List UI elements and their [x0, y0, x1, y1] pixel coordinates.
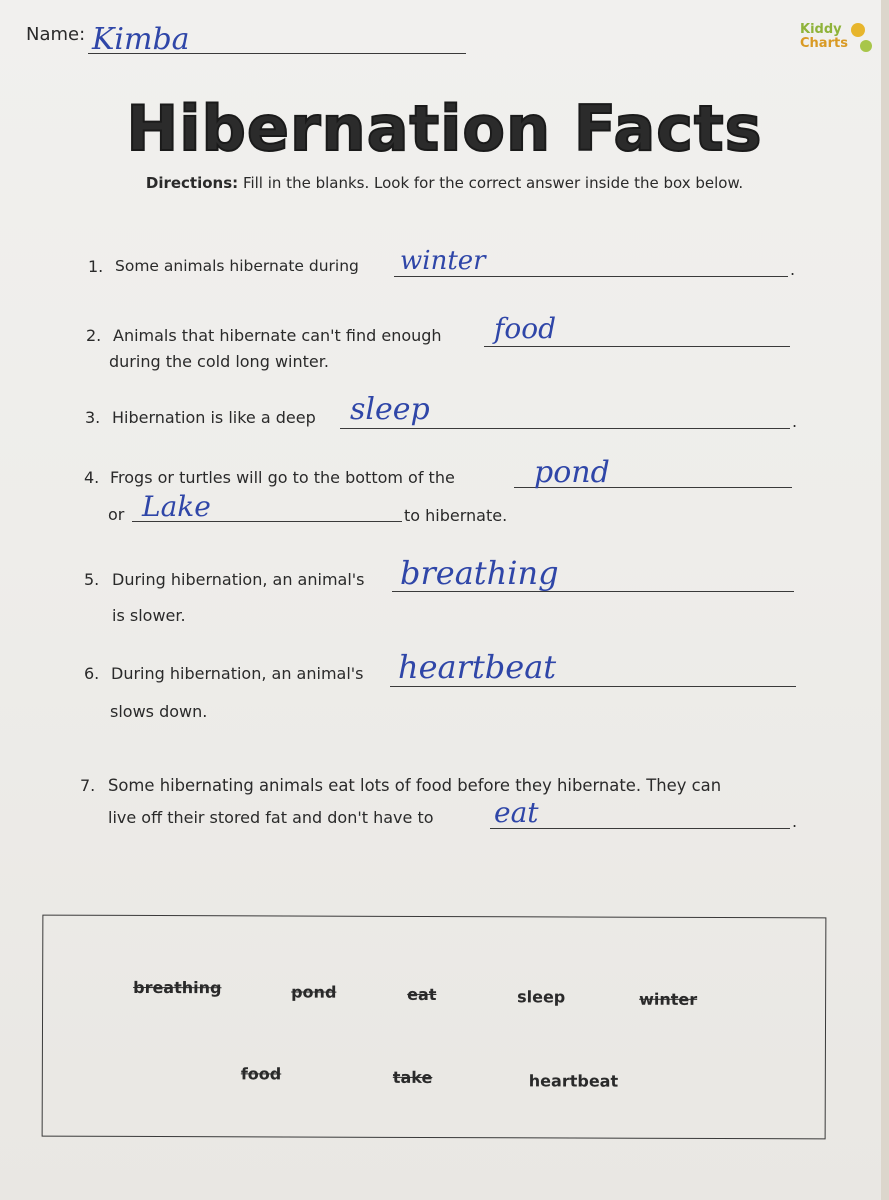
- question-1-blank: [394, 276, 788, 277]
- question-7-text: Some hibernating animals eat lots of food before they hibernate. They can: [108, 776, 722, 795]
- word-bank-item: sleep: [517, 987, 566, 1007]
- page-title: Hibernation Facts: [126, 92, 763, 165]
- question-3-blank: [340, 428, 790, 429]
- question-6-text: During hibernation, an animal's: [111, 664, 364, 683]
- question-4-or: or: [108, 505, 125, 524]
- kiddycharts-logo: [798, 20, 874, 62]
- question-6-answer[interactable]: heartbeat: [398, 648, 557, 686]
- question-4-answer-2[interactable]: Lake: [142, 490, 211, 523]
- word-bank-item: food: [240, 1064, 282, 1084]
- directions-text: Fill in the blanks. Look for the correct answer inside the box below.: [242, 174, 744, 192]
- question-3-answer[interactable]: sleep: [350, 392, 430, 427]
- directions: [0, 174, 889, 192]
- question-4-text: Frogs or turtles will go to the bottom of the: [110, 468, 455, 487]
- word-bank-item: eat: [407, 984, 437, 1005]
- question-2-line2: during the cold long winter.: [109, 352, 329, 371]
- word-bank-item: heartbeat: [528, 1071, 619, 1091]
- question-5-line2: is slower.: [112, 606, 186, 625]
- question-6-number: 6.: [84, 664, 100, 683]
- question-1-answer[interactable]: winter: [400, 246, 486, 276]
- question-1-period: .: [790, 260, 796, 279]
- question-3-text: Hibernation is like a deep: [112, 408, 316, 427]
- question-2-number: 2.: [86, 326, 102, 345]
- question-6-line2: slows down.: [110, 702, 208, 721]
- question-6-blank: [390, 686, 796, 687]
- word-bank-item: breathing: [133, 977, 222, 998]
- word-bank-item: winter: [639, 989, 698, 1009]
- question-1-number: 1.: [88, 257, 104, 276]
- word-bank-item: pond: [291, 982, 337, 1002]
- name-label: Name:: [26, 24, 86, 45]
- question-7-number: 7.: [80, 776, 96, 795]
- question-5-answer[interactable]: breathing: [400, 554, 559, 592]
- question-3-number: 3.: [85, 408, 101, 427]
- directions-lead: Directions:: [145, 174, 239, 192]
- question-2-text: Animals that hibernate can't find enough: [113, 326, 442, 345]
- name-value[interactable]: Kimba: [92, 22, 190, 57]
- question-7-line2: live off their stored fat and don't have to: [108, 808, 434, 827]
- logo-text-bottom: Charts: [800, 36, 848, 51]
- logo-text-top: Kiddy: [800, 22, 842, 37]
- word-bank-box: [42, 915, 827, 1140]
- question-5-number: 5.: [84, 570, 100, 589]
- word-bank-item: take: [392, 1067, 433, 1087]
- question-2-answer[interactable]: food: [494, 312, 557, 345]
- question-4-line2: to hibernate.: [404, 506, 508, 525]
- question-7-period: .: [792, 812, 798, 831]
- question-4-answer[interactable]: pond: [534, 455, 610, 490]
- question-1-text: Some animals hibernate during: [115, 257, 359, 275]
- question-5-text: During hibernation, an animal's: [112, 570, 365, 589]
- question-3-period: .: [792, 412, 798, 431]
- question-2-blank: [484, 346, 790, 347]
- question-7-answer[interactable]: eat: [494, 796, 539, 829]
- question-4-number: 4.: [84, 468, 100, 487]
